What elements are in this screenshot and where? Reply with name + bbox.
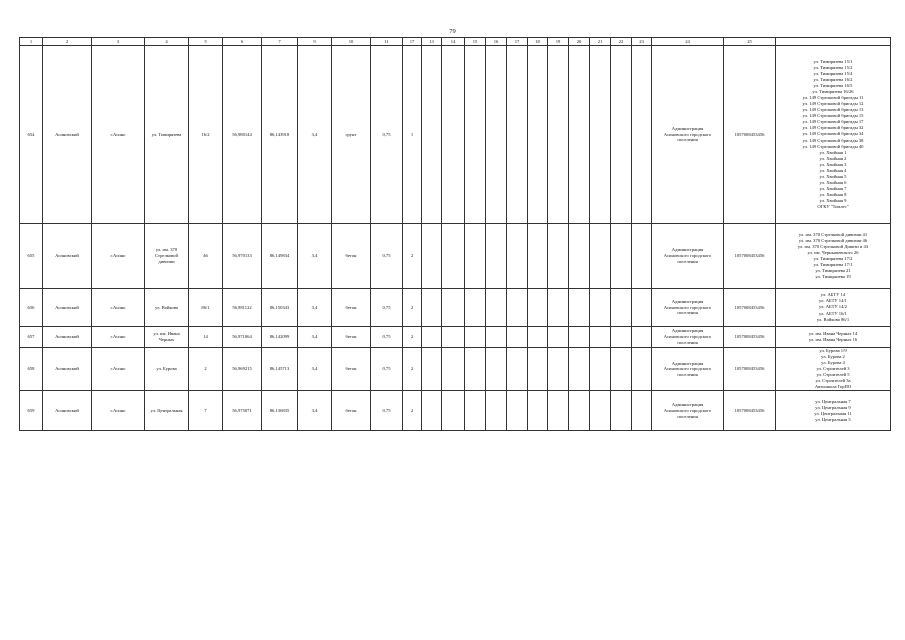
empty-cell [590,327,611,348]
owner-cell: Администрация Асиновского городского поселения [652,46,724,224]
empty-cell [442,327,465,348]
count-cell: 2 [403,224,422,289]
ogrn-cell: 1057008453456 [724,327,776,348]
latitude-cell: 56,971064 [223,327,262,348]
column-header: 16 [486,38,507,46]
empty-cell [569,46,590,224]
district-cell: Асиновский [43,348,92,391]
empty-cell [590,391,611,431]
column-header: 17 [403,38,422,46]
table-row [20,289,891,327]
empty-cell [507,224,528,289]
page-number: 79 [449,28,456,35]
owner-cell: Администрация Асиновского городского поселения [652,391,724,431]
surface-cell: бетон [332,224,371,289]
ogrn-cell: 1057008453456 [724,289,776,327]
column-header: 19 [548,38,569,46]
owner-cell: Администрация Асиновского городского поселения [652,327,724,348]
column-header: 14 [442,38,465,46]
longitude-cell: 86,136835 [262,391,298,431]
column-header: 11 [371,38,403,46]
volume-cell: 0,75 [371,327,403,348]
row-number: 654 [20,46,43,224]
column-header: 2 [43,38,92,46]
empty-cell [590,289,611,327]
surface-cell: бетон [332,327,371,348]
empty-cell [632,224,652,289]
house-cell: 46 [189,224,223,289]
empty-cell [442,46,465,224]
empty-cell [611,289,632,327]
empty-cell [422,46,442,224]
empty-cell [442,348,465,391]
district-cell: Асиновский [43,289,92,327]
surface-cell: бетон [332,391,371,431]
row-number: 655 [20,224,43,289]
sources-cell: ул. АБТУ 14 ул. АБТУ 14/1 ул. АБТУ 14/2 ул. АБТУ 16/1 ул. Войкова 86/1 [776,289,891,327]
latitude-cell: 56,975071 [223,391,262,431]
town-cell: г.Асино [92,289,145,327]
row-number: 657 [20,327,43,348]
empty-cell [422,224,442,289]
volume-cell: 0,75 [371,46,403,224]
empty-cell [507,391,528,431]
empty-cell [486,348,507,391]
empty-cell [611,391,632,431]
table-row [20,348,891,391]
empty-cell [548,391,569,431]
column-header: 7 [262,38,298,46]
volume-cell: 0,75 [371,391,403,431]
count-cell: 2 [403,348,422,391]
empty-cell [507,46,528,224]
empty-cell [590,46,611,224]
town-cell: г.Асино [92,327,145,348]
sources-cell: ул. им. 370 Стрелковой дивизии 41 ул. им. 370 Стрелковой дивизии 46 ул. им. 370 Стрелковой Дивизи и 43 ул. им. Чернышевского 26 ул. Тимирязева 17/2 ул. Тимирязева 17/1 ул. Тимирязева 21 ул. Тимирязева 19 [776,224,891,289]
column-header: 17 [507,38,528,46]
district-cell: Асиновский [43,327,92,348]
district-cell: Асиновский [43,391,92,431]
row-number: 659 [20,391,43,431]
empty-cell [548,289,569,327]
count-cell: 2 [403,391,422,431]
empty-cell [528,348,548,391]
surface-cell: грунт [332,46,371,224]
house-cell: 2 [189,348,223,391]
empty-cell [632,289,652,327]
count-cell: 2 [403,289,422,327]
column-header: 13 [422,38,442,46]
longitude-cell: 86,149834 [262,224,298,289]
street-cell: ул. Войкова [145,289,189,327]
volume-cell: 0,75 [371,348,403,391]
street-cell: ул. им. 370 Стрелковой дивизии [145,224,189,289]
column-header: 20 [569,38,590,46]
row-number: 656 [20,289,43,327]
town-cell: г.Асино [92,224,145,289]
area-cell: 3,4 [298,289,332,327]
sources-cell: ул. Бурова 1/9 ул. Бурова 2 ул. Бурова 4 ул. Строителей 3 ул. Строителей 5 ул. Строителей 3а Автошкола ГорПО [776,348,891,391]
empty-cell [486,46,507,224]
count-cell: 2 [403,327,422,348]
column-header: 1 [20,38,43,46]
house-cell: 16/2 [189,46,223,224]
owner-cell: Администрация Асиновского городского поселения [652,289,724,327]
column-header: 25 [724,38,776,46]
empty-cell [569,327,590,348]
town-cell: г.Асино [92,391,145,431]
empty-cell [632,348,652,391]
volume-cell: 0,75 [371,289,403,327]
empty-cell [611,224,632,289]
sources-cell: ул. Центральная 7 ул. Центральная 9 ул. Центральная 11 ул. Центральная 5 [776,391,891,431]
count-cell: 1 [403,46,422,224]
area-cell: 3,4 [298,224,332,289]
empty-cell [442,391,465,431]
empty-cell [548,348,569,391]
owner-cell: Администрация Асиновского городского поселения [652,348,724,391]
district-cell: Асиновский [43,46,92,224]
empty-cell [632,327,652,348]
empty-cell [569,391,590,431]
empty-cell [528,327,548,348]
empty-cell [442,289,465,327]
empty-cell [465,391,486,431]
town-cell: г.Асино [92,348,145,391]
table-row [20,327,891,348]
street-cell: ул. Центральная [145,391,189,431]
ogrn-cell: 1057008453456 [724,391,776,431]
ogrn-cell: 1057008453456 [724,46,776,224]
column-header: 24 [652,38,724,46]
area-cell: 3,4 [298,391,332,431]
empty-cell [569,289,590,327]
district-cell: Асиновский [43,224,92,289]
empty-cell [548,327,569,348]
empty-cell [611,327,632,348]
table-row [20,224,891,289]
empty-cell [422,327,442,348]
surface-cell: бетон [332,348,371,391]
area-cell: 3,4 [298,348,332,391]
empty-cell [486,327,507,348]
latitude-cell: 56,969215 [223,348,262,391]
empty-cell [465,46,486,224]
empty-cell [632,391,652,431]
empty-cell [422,391,442,431]
empty-cell [590,348,611,391]
column-header: 5 [189,38,223,46]
empty-cell [465,327,486,348]
longitude-cell: 86,145713 [262,348,298,391]
ogrn-cell: 1057008453456 [724,348,776,391]
column-header: 23 [632,38,652,46]
column-header: 10 [332,38,371,46]
empty-cell [422,289,442,327]
latitude-cell: 56,980144 [223,46,262,224]
empty-cell [465,289,486,327]
empty-cell [422,348,442,391]
empty-cell [632,46,652,224]
longitude-cell: 86,143918 [262,46,298,224]
empty-cell [486,224,507,289]
house-cell: 86/1 [189,289,223,327]
empty-cell [507,348,528,391]
latitude-cell: 56,970133 [223,224,262,289]
column-header: 6 [223,38,262,46]
sources-cell: ул. им. Ивана Черных 14 ул. им. Ивана Черных 16 [776,327,891,348]
column-header: 22 [611,38,632,46]
registry-table [19,37,891,431]
table-row [20,391,891,431]
empty-cell [507,289,528,327]
owner-cell: Администрация Асиновского городского поселения [652,224,724,289]
house-cell: 7 [189,391,223,431]
column-header: 9 [298,38,332,46]
empty-cell [548,224,569,289]
empty-cell [442,224,465,289]
empty-cell [528,224,548,289]
empty-cell [465,224,486,289]
column-header: 3 [92,38,145,46]
column-header: 21 [590,38,611,46]
surface-cell: бетон [332,289,371,327]
longitude-cell: 86,150343 [262,289,298,327]
latitude-cell: 56,981122 [223,289,262,327]
street-cell: ул. им. Ивана Черных [145,327,189,348]
header-row [20,38,891,46]
house-cell: 14 [189,327,223,348]
empty-cell [486,391,507,431]
empty-cell [528,46,548,224]
column-header: 18 [528,38,548,46]
street-cell: ул. Тимирязева [145,46,189,224]
empty-cell [486,289,507,327]
row-number: 658 [20,348,43,391]
empty-cell [569,348,590,391]
empty-cell [528,289,548,327]
column-header: 4 [145,38,189,46]
empty-cell [507,327,528,348]
empty-cell [590,224,611,289]
column-header: 15 [465,38,486,46]
street-cell: ул. Бурова [145,348,189,391]
empty-cell [528,391,548,431]
volume-cell: 0,75 [371,224,403,289]
column-header [776,38,891,46]
town-cell: г.Асино [92,46,145,224]
empty-cell [548,46,569,224]
empty-cell [611,46,632,224]
empty-cell [611,348,632,391]
longitude-cell: 86,142099 [262,327,298,348]
area-cell: 3,4 [298,46,332,224]
empty-cell [465,348,486,391]
area-cell: 3,4 [298,327,332,348]
table-row [20,46,891,224]
empty-cell [569,224,590,289]
sources-cell: ул. Тимирязева 15/1 ул. Тимирязева 15/2 ул. Тимирязева 15/4 ул. Тимирязева 16/2 ул. Тимирязева 16/5 ул. Тимирязева 16/26 ул. 149 Стрелковой бригады 11 ул. 149 Стрелковой бригады 12 ул. 149 Стрелковой бригады 13 ул. 149 Стрелковой бригады 15 ул. 149 Стрелковой бригады 17 ул. 149 Стрелковой бригады 32 ул. 149 Стрелковой бригады 34 ул. 149 Стрелковой бригады 38 ул. 149 Стрелковой бригады 40 ул. Хвойная 1 ул. Хвойная 2 ул. Хвойная 3 ул. Хвойная 4 ул. Хвойная 5 ул. Хвойная 6 ул. Хвойная 7 ул. Хвойная 8 ул. Хвойная 9 ОГКУ "Томлес" [776,46,891,224]
ogrn-cell: 1057008453456 [724,224,776,289]
